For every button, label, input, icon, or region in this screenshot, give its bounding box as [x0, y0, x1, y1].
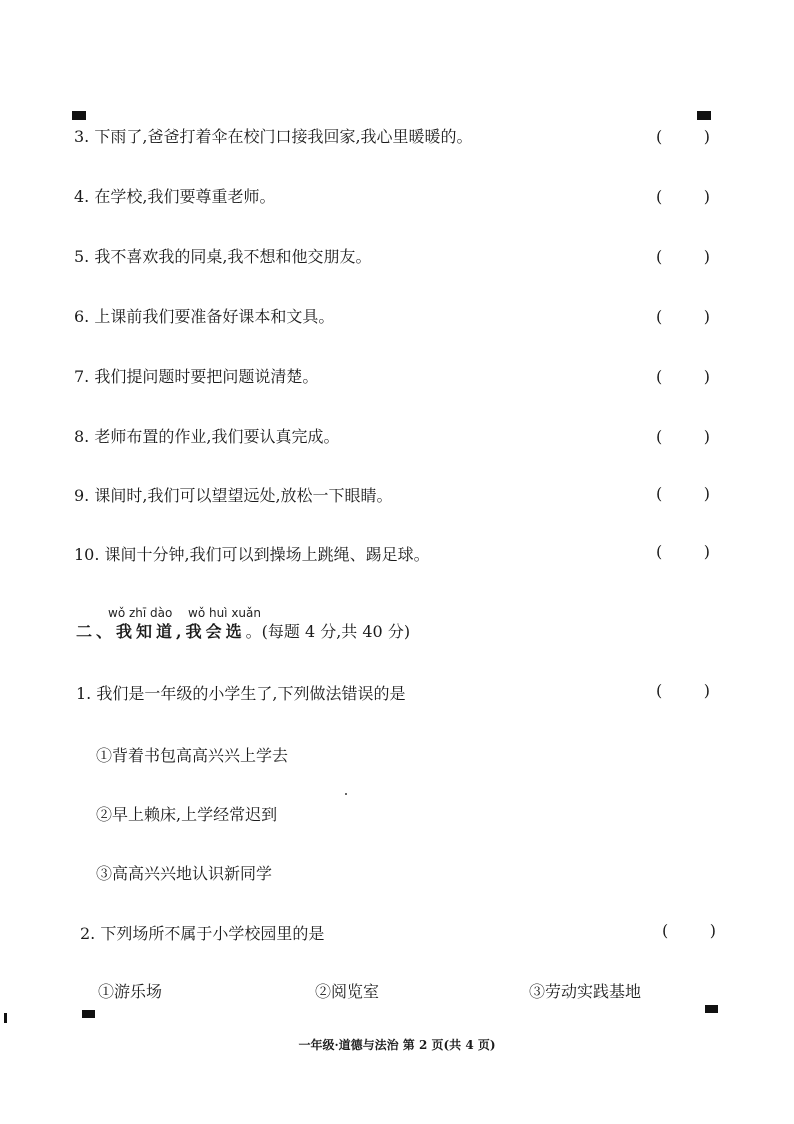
- judgement-item-7: [74, 367, 318, 387]
- section-label: 二、: [76, 622, 117, 641]
- page-footer: 一年级·道德与法治 第 2 页(共 4 页): [298, 1038, 496, 1052]
- answer-blank[interactable]: ( ): [656, 187, 710, 206]
- choice-question-2: [80, 924, 324, 944]
- option-3: ③高高兴兴地认识新同学: [96, 864, 273, 883]
- answer-blank[interactable]: ( ): [656, 427, 710, 446]
- question-number: 2.: [80, 924, 96, 943]
- judgement-item-9: [74, 486, 393, 506]
- scan-edge-mark: [4, 1013, 7, 1023]
- registration-mark-bottom-right: [705, 1005, 718, 1013]
- section-title-end: 。: [245, 622, 262, 641]
- scan-speck: [345, 793, 347, 795]
- option-1: ①游乐场: [98, 982, 163, 1001]
- item-number: 8.: [74, 427, 90, 446]
- section-title: 我知道,我会选: [116, 622, 246, 641]
- judgement-item-6: [74, 307, 334, 327]
- answer-blank[interactable]: ( ): [662, 921, 716, 940]
- item-number: 9.: [74, 486, 90, 505]
- judgement-item-10: [74, 545, 430, 565]
- registration-mark-bottom-left: [82, 1010, 95, 1018]
- registration-mark-top-left: [72, 111, 86, 120]
- answer-blank[interactable]: ( ): [656, 307, 710, 326]
- question-text: 下列场所不属于小学校园里的是: [100, 924, 325, 943]
- judgement-item-3: [74, 127, 473, 147]
- item-text: 老师布置的作业,我们要认真完成。: [94, 427, 340, 446]
- item-text: 课间十分钟,我们可以到操场上跳绳、踢足球。: [104, 545, 430, 564]
- judgement-item-5: [74, 247, 371, 267]
- pinyin-wo-zhi-dao: wǒ zhī dào: [108, 606, 173, 620]
- question-text: 我们是一年级的小学生了,下列做法错误的是: [96, 684, 406, 703]
- registration-mark-top-right: [697, 111, 711, 120]
- option-1: ①背着书包高高兴兴上学去: [96, 746, 289, 765]
- judgement-item-4: [74, 187, 275, 207]
- item-number: 6.: [74, 307, 90, 326]
- answer-blank[interactable]: ( ): [656, 127, 710, 146]
- option-2: ②早上赖床,上学经常迟到: [96, 805, 278, 824]
- question-number: 1.: [76, 684, 92, 703]
- choice-question-1: [76, 684, 405, 704]
- item-text: 课间时,我们可以望望远处,放松一下眼睛。: [94, 486, 393, 505]
- item-text: 上课前我们要准备好课本和文具。: [94, 307, 335, 326]
- item-number: 4.: [74, 187, 90, 206]
- answer-blank[interactable]: ( ): [656, 484, 710, 503]
- answer-blank[interactable]: ( ): [656, 247, 710, 266]
- item-number: 3.: [74, 127, 90, 146]
- item-number: 10.: [74, 545, 100, 564]
- answer-blank[interactable]: ( ): [656, 367, 710, 386]
- pinyin-wo-hui-xuan: wǒ huì xuǎn: [188, 606, 261, 620]
- item-number: 5.: [74, 247, 90, 266]
- option-2: ②阅览室: [315, 982, 380, 1001]
- section-score-note: (每题 4 分,共 40 分): [261, 622, 411, 641]
- item-text: 我不喜欢我的同桌,我不想和他交朋友。: [94, 247, 372, 266]
- answer-blank[interactable]: ( ): [656, 681, 710, 700]
- item-text: 在学校,我们要尊重老师。: [94, 187, 276, 206]
- answer-blank[interactable]: ( ): [656, 542, 710, 561]
- section-heading: [76, 622, 410, 642]
- item-text: 下雨了,爸爸打着伞在校门口接我回家,我心里暖暖的。: [94, 127, 473, 146]
- item-number: 7.: [74, 367, 90, 386]
- item-text: 我们提问题时要把问题说清楚。: [94, 367, 319, 386]
- option-3: ③劳动实践基地: [529, 982, 642, 1001]
- judgement-item-8: [74, 427, 339, 447]
